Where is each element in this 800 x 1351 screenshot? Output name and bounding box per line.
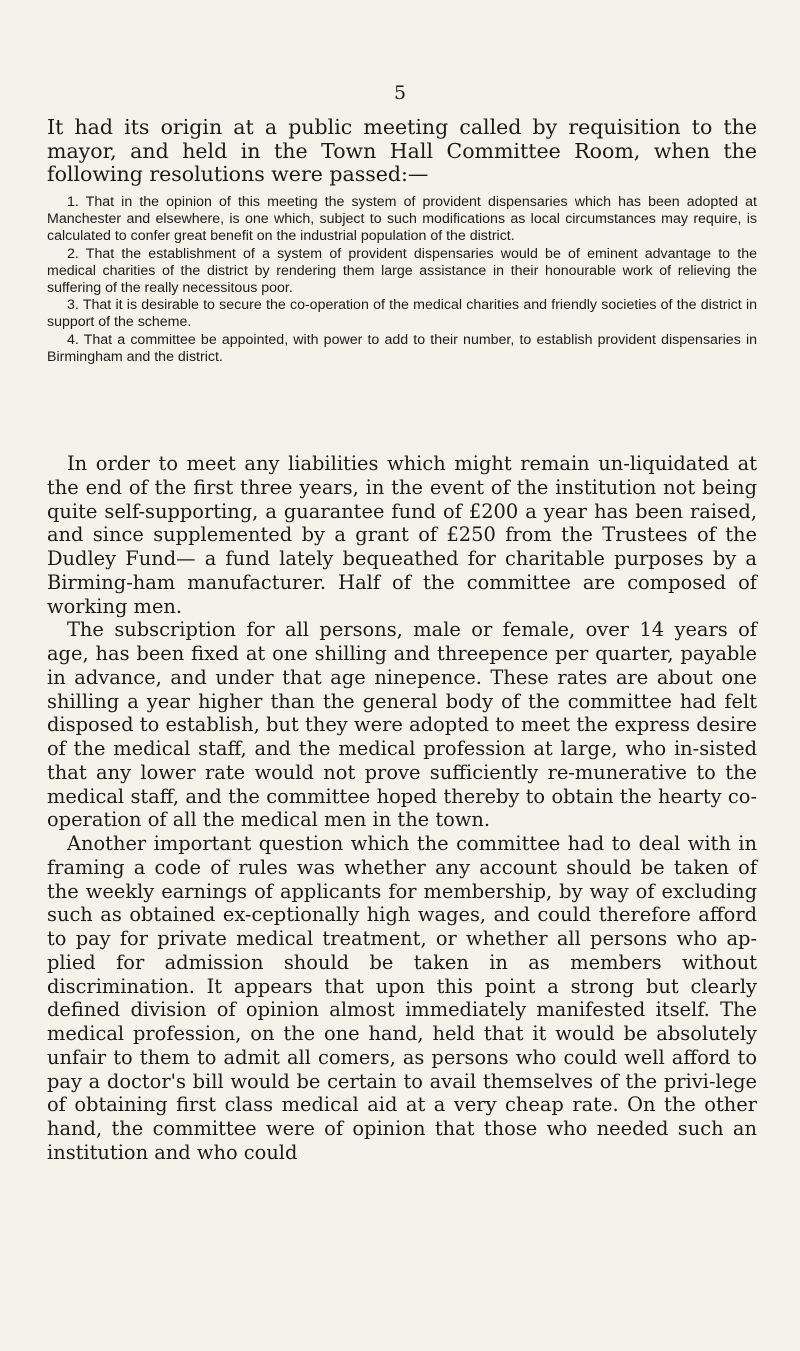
resolution-item: 3. That it is desirable to secure the co-operation of the medical charities and friendly societies of the district in support of the scheme.: [47, 297, 757, 331]
paragraph: In order to meet any liabilities which might remain un-liquidated at the end of the first three years, in the event of the institution not being quite self-supporting, a guarantee fund of £200 a year has been raised, and since supplemented by a grant of £250 from the Trustees of the Dudley Fund— a fund lately bequeathed for charitable purposes by a Birming-ham manufacturer. Half of the committee are composed of working men.: [47, 452, 757, 618]
resolution-item: 1. That in the opinion of this meeting the system of provident dispensaries which has been adopted at Manchester and elsewhere, is one which, subject to such modifications as local circumstances may require, is calculated to confer great benefit on the industrial population of the district.: [47, 194, 757, 245]
resolutions-list: [47, 194, 757, 366]
intro-text: It had its origin at a public meeting called by requisition to the mayor, and held in the Town Hall Committee Room, when the following resolutions were passed:—: [47, 115, 757, 187]
resolution-item: 4. That a committee be appointed, with power to add to their number, to establish provident dispensaries in Birmingham and the district.: [47, 331, 757, 365]
resolution-item: 2. That the establishment of a system of provident dispensaries would be of eminent advantage to the medical charities of the district by rendering them large assistance in their honourable work of relieving the suffering of the really necessitous poor.: [47, 245, 757, 297]
paragraph: The subscription for all persons, male or female, over 14 years of age, has been fixed at one shilling and threepence per quarter, payable in advance, and under that age ninepence. These rates are about one shilling a year higher than the general body of the committee had felt disposed to establish, but they were adopted to meet the express desire of the medical staff, and the medical profession at large, who in-sisted that any lower rate would not prove sufficiently re-munerative to the medical staff, and the committee hoped thereby to obtain the hearty co-operation of all the medical men in the town.: [47, 618, 757, 832]
paragraph: Another important question which the committee had to deal with in framing a code of rules was whether any account should be taken of the weekly earnings of applicants for membership, by way of excluding such as obtained ex-ceptionally high wages, and could therefore afford to pay for private medical treatment, or whether all persons who ap-plied for admission should be taken in as members without discrimination. It appears that upon this point a strong but clearly defined division of opinion almost immediately manifested itself. The medical profession, on the one hand, held that it would be absolutely unfair to them to admit all comers, as persons who could well afford to pay a doctor's bill would be certain to avail themselves of the privi-lege of obtaining first class medical aid at a very cheap rate. On the other hand, the committee were of opinion that those who needed such an institution and who could: [47, 832, 757, 1164]
intro-paragraph: [47, 116, 757, 187]
body-text: [47, 452, 757, 1165]
page-number: 5: [393, 82, 407, 104]
